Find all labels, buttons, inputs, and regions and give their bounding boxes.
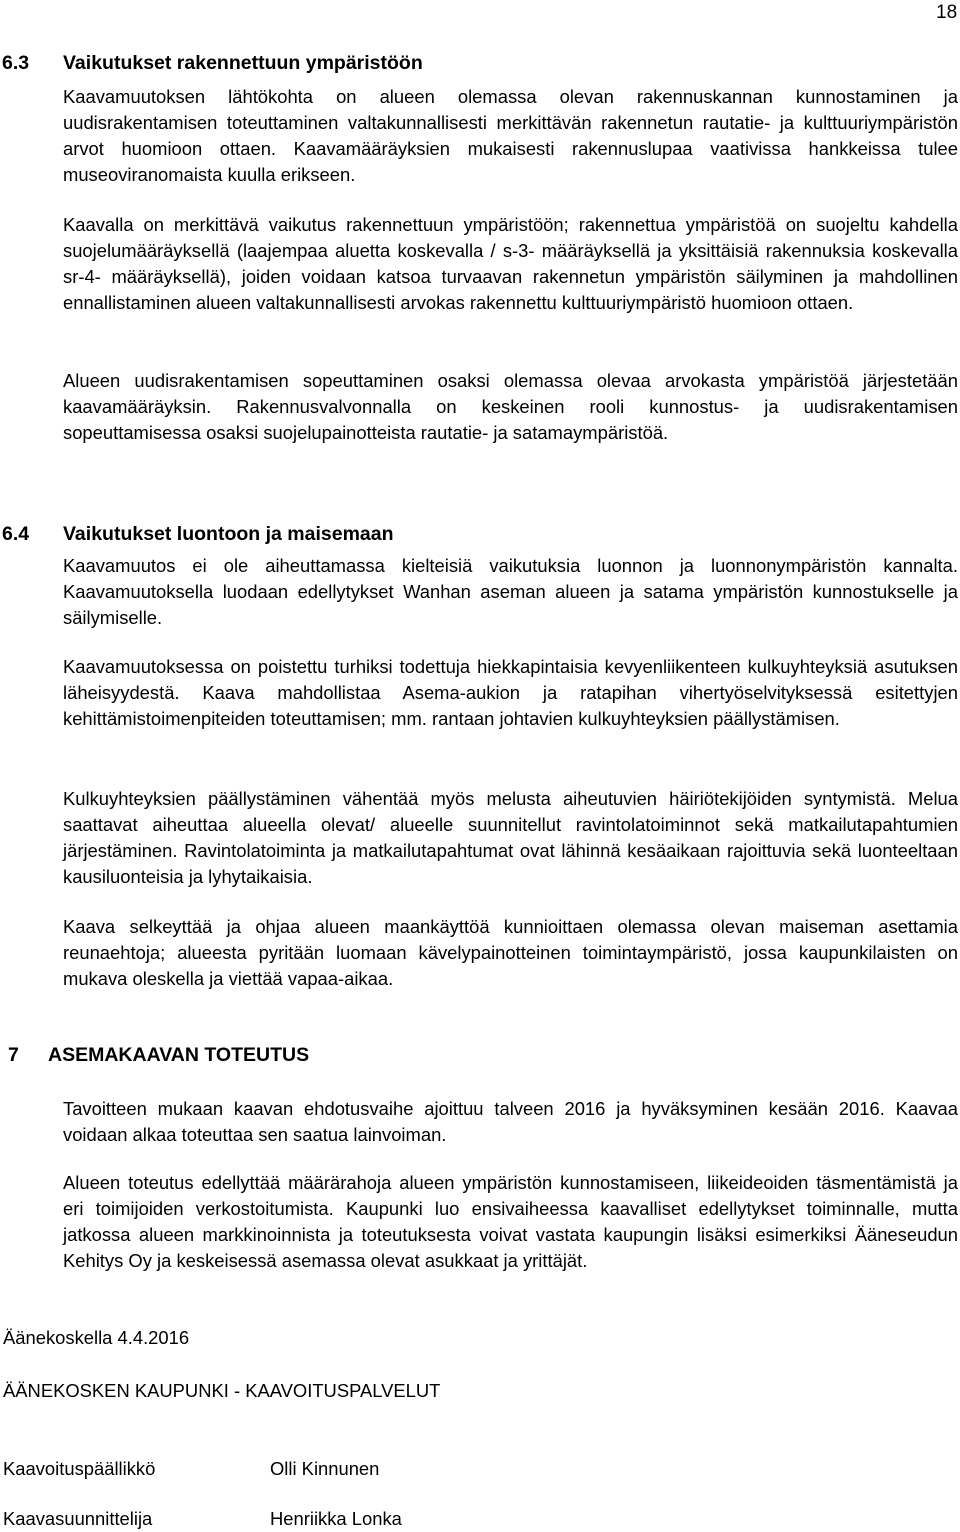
section-6-4-heading xyxy=(2,521,602,547)
section-number: 6.3 xyxy=(2,52,30,74)
section-title: Vaikutukset luontoon ja maisemaan xyxy=(63,523,394,545)
section-number: 6.4 xyxy=(2,523,30,545)
section-6-3-heading xyxy=(2,50,602,76)
signer-name: Henriikka Lonka xyxy=(270,1508,402,1529)
paragraph: Alueen toteutus edellyttää määrärahoja alueen ympäristön kunnostamiseen, liikeideoiden täsmentämistä ja eri toimijoiden verkostoitumista. Kaupunki luo ensivaiheessa kaavalliset edellytykset toiminnalle, mutta jatkossa alueen markkinoinnista ja toteutuksesta voivat vastata kaupungin lisäksi esimerkiksi Ääneseudun Kehitys Oy ja keskeisessä asemassa olevat asukkaat ja yrittäjät. xyxy=(63,1172,958,1271)
section-title: Vaikutukset rakennettuun ympäristöön xyxy=(63,52,423,74)
page-number: 18 xyxy=(936,2,958,23)
signer-name: Olli Kinnunen xyxy=(270,1458,380,1479)
paragraph: Kaavamuutos ei ole aiheuttamassa kielteisiä vaikutuksia luonnon ja luonnonympäristön kannalta. Kaavamuutoksella luodaan edellytykset Wanhan aseman alueen ja satama ympäristön kunnostukselle ja säilymiselle. xyxy=(63,555,958,628)
section-7-heading xyxy=(8,1042,608,1068)
signer-role: Kaavoituspäällikkö xyxy=(3,1458,156,1479)
paragraph: Kaava selkeyttää ja ohjaa alueen maankäyttöä kunnioittaen olemassa olevan maiseman asettamia reunaehtoja; alueesta pyritään luomaan kävelypainotteinen toimintaympäristö, jossa kaupunkilaisten on mukava oleskella ja viettää vapaa-aikaa. xyxy=(63,916,958,989)
paragraph: Kaavamuutoksen lähtökohta on alueen olemassa olevan rakennuskannan kunnostaminen ja uudisrakentamisen toteuttaminen valtakunnallisesti merkittävän rakennetun rautatie- ja kulttuuriympäristön arvot huomioon ottaen. Kaavamääräyksien mukaisesti rakennuslupaa vaativissa hankkeissa tulee museoviranomaista kuulla erikseen. xyxy=(63,86,958,185)
paragraph: Tavoitteen mukaan kaavan ehdotusvaihe ajoittuu talveen 2016 ja hyväksyminen kesään 2016. Kaavaa voidaan alkaa toteuttaa sen saatua lainvoiman. xyxy=(63,1098,958,1145)
place-date: Äänekoskella 4.4.2016 xyxy=(3,1327,190,1348)
paragraph: Kaavamuutoksessa on poistettu turhiksi todettuja hiekkapintaisia kevyenliikenteen kulkuyhteyksiä asutuksen läheisyydestä. Kaava mahdollistaa Asema-aukion ja ratapihan vihertyöselvityksessä esitettyjen kehittämistoimenpiteiden toteuttamisen; mm. rantaan johtavien kulkuyhteyksien päällystämisen. xyxy=(63,656,958,729)
signer-role: Kaavasuunnittelija xyxy=(3,1508,153,1529)
paragraph: Kaavalla on merkittävä vaikutus rakennettuun ympäristöön; rakennettua ympäristöä on suojeltu kahdella suojelumääräyksellä (laajempaa aluetta koskevalla / s-3- määräyksellä ja yksittäisiä rakennuksia koskevalla sr-4- määräyksellä), joiden voidaan katsoa turvaavan rakennetun ympäristön säilyminen ja mahdollinen ennallistaminen alueen valtakunnallisesti arvokas rakennettu kulttuuriympäristö huomioon ottaen. xyxy=(63,214,958,313)
section-title: ASEMAKAAVAN TOTEUTUS xyxy=(48,1044,310,1066)
paragraph: Kulkuyhteyksien päällystäminen vähentää myös melusta aiheutuvien häiriötekijöiden syntymistä. Melua saattavat aiheuttaa alueella olevat/ alueelle suunnitellut ravintolatoiminnot sekä matkailutapahtumien järjestäminen. Ravintolatoiminta ja matkailutapahtumat ovat lähinnä kesäaikaan rajoittuvia sekä luonteeltaan kausiluonteisia ja lyhytaikaisia. xyxy=(63,788,958,887)
section-number: 7 xyxy=(8,1044,19,1066)
organization-name: ÄÄNEKOSKEN KAUPUNKI - KAAVOITUSPALVELUT xyxy=(3,1380,441,1401)
paragraph: Alueen uudisrakentamisen sopeuttaminen osaksi olemassa olevaa arvokasta ympäristöä järjestetään kaavamääräyksin. Rakennusvalvonnalla on keskeinen rooli kunnostus- ja uudisrakentamisen sopeuttamisessa osaksi suojelupainotteista rautatie- ja satamaympäristöä. xyxy=(63,370,958,443)
